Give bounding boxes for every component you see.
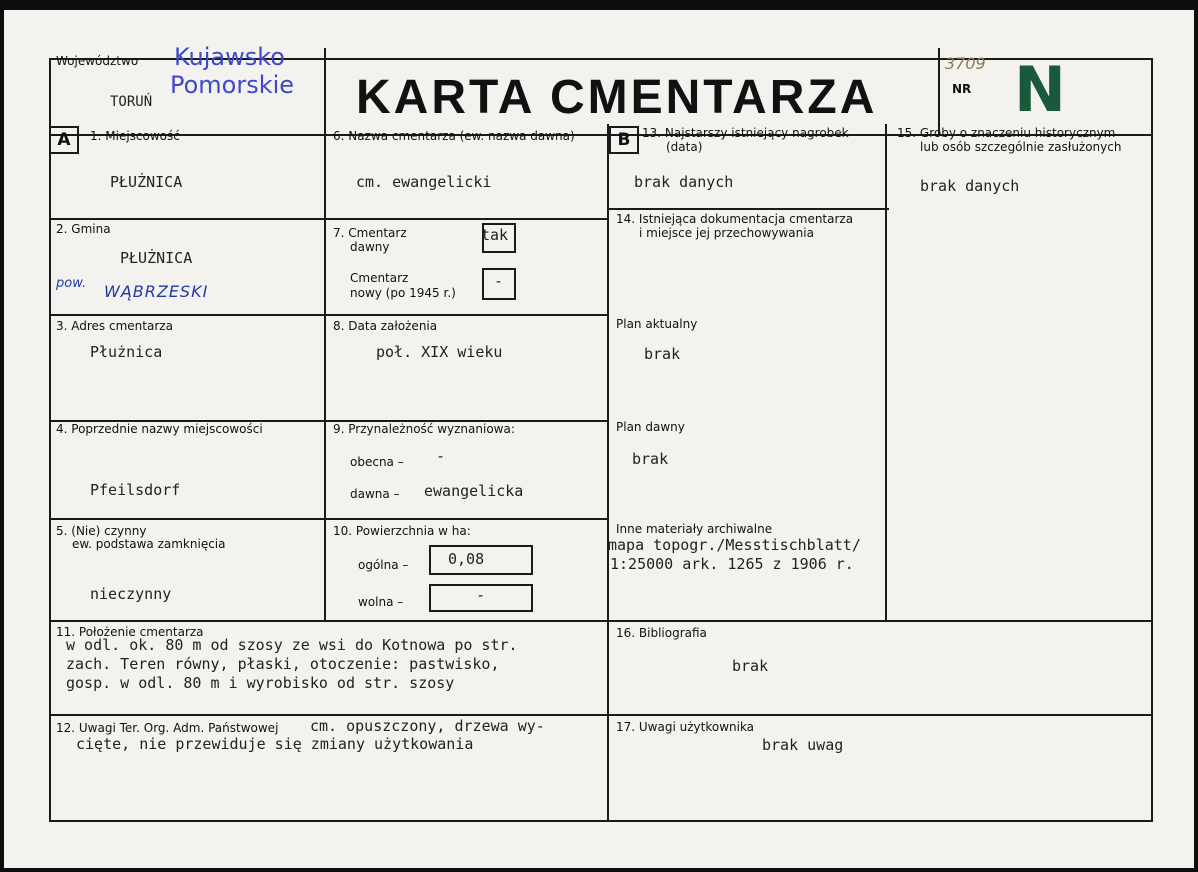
wojewodztwo-label: Województwo [56,54,139,68]
f6-label: 6. Nazwa cmentarza (ew. nazwa dawna) [333,129,575,143]
f2-value: PŁUŻNICA [120,249,193,267]
f9-dawna-label: dawna – [350,487,400,501]
f13-value: brak danych [634,173,734,191]
nr-handwritten: 3709 [945,54,986,73]
f11-label: 11. Położenie cmentarza [56,625,204,639]
f11-line1: w odl. ok. 80 m od szosy ze wsi do Kotnowa po str. [66,636,518,654]
f6-value: cm. ewangelicki [356,173,492,191]
plan-dawny-label: Plan dawny [616,420,685,434]
plan-dawny-value: brak [632,450,669,468]
col-divider [607,124,609,822]
nr-label: NR [952,82,972,96]
f11-line3: gosp. w odl. 80 m i wyrobisko od str. szosy [66,674,455,692]
f4-value: Pfeilsdorf [90,481,181,499]
f5-value: nieczynny [90,585,172,603]
f2-label: 2. Gmina [56,222,111,236]
f12-label: 12. Uwagi Ter. Org. Adm. Państwowej [56,721,279,735]
wojewodztwo-typed: TORUŃ [110,94,153,110]
page-title: KARTA CMENTARZA [356,71,878,124]
f7-label: 7. Cmentarz [333,226,407,240]
f8-label: 8. Data założenia [333,319,438,333]
f7-nowy-label-line2: nowy (po 1945 r.) [350,286,456,300]
row-divider [609,208,889,210]
f15-value: brak danych [920,177,1020,195]
f15-label-line2: lub osób szczególnie zasłużonych [920,140,1122,154]
f9-dawna-value: ewangelicka [424,482,524,500]
inne-materialy-label: Inne materiały archiwalne [616,522,773,536]
f7-dawny-value: tak [481,226,509,244]
row-divider [49,518,609,520]
f8-value: poł. XIX wieku [376,343,503,361]
f10-wolna-label: wolna – [358,595,404,609]
powiat-value: WĄBRZESKI [104,282,209,301]
section-b-marker: B [609,126,639,154]
powiat-label: pow. [56,276,87,291]
f17-label: 17. Uwagi użytkownika [616,720,755,734]
col-divider [324,48,326,620]
f1-label: 1. Miejscowość [90,129,180,143]
wojewodztwo-stamp-line2: Pomorskie [170,71,295,99]
f4-label: 4. Poprzednie nazwy miejscowości [56,422,263,436]
f7-nowy-label-line1: Cmentarz [350,271,409,285]
f9-obecna-value: - [436,447,446,465]
f5-label-line1: 5. (Nie) czynny [56,524,147,538]
row-divider [49,218,609,220]
f12-line1: cm. opuszczony, drzewa wy- [310,717,545,735]
row-divider [49,314,609,316]
card-sheet [4,10,1194,868]
f7-label-dawny: dawny [350,240,390,254]
plan-aktualny-label: Plan aktualny [616,317,698,331]
f15-label-line1: 15. Groby o znaczeniu historycznym [897,126,1116,140]
nr-letter: N [1014,53,1066,126]
inne-materialy-line1: mapa topogr./Messtischblatt/ [608,536,861,554]
f5-label-line2: ew. podstawa zamknięcia [72,537,226,551]
f14-label-line1: 14. Istniejąca dokumentacja cmentarza [616,212,854,226]
f14-label-line2: i miejsce jej przechowywania [639,226,814,240]
f16-value: brak [732,657,769,675]
col-divider [885,124,887,620]
row-divider [49,714,1153,716]
f10-ogolna-label: ogólna – [358,558,409,572]
f11-line2: zach. Teren równy, płaski, otoczenie: pastwisko, [66,655,500,673]
f7-nowy-value: - [494,272,504,290]
inne-materialy-line2: 1:25000 ark. 1265 z 1906 r. [610,555,854,573]
f9-obecna-label: obecna – [350,455,404,469]
section-a-marker: A [49,126,79,154]
f13-label-line1: 13. Najstarszy istniejący nagrobek [642,126,849,140]
f13-label-line2: (data) [666,140,703,154]
f16-label: 16. Bibliografia [616,626,707,640]
f10-ogolna-value: 0,08 [448,550,485,568]
col-divider [938,48,940,134]
f3-label: 3. Adres cmentarza [56,319,173,333]
f12-line2: cięte, nie przewiduje się zmiany użytkowania [76,735,474,753]
row-divider [49,620,1153,622]
f3-value: Płużnica [90,343,163,361]
f10-label: 10. Powierzchnia w ha: [333,524,471,538]
f1-value: PŁUŻNICA [110,173,183,191]
plan-aktualny-value: brak [644,345,681,363]
wojewodztwo-stamp-line1: Kujawsko [174,43,285,71]
f9-label: 9. Przynależność wyznaniowa: [333,422,515,436]
f10-wolna-value: - [476,586,486,604]
f17-value: brak uwag [762,736,844,754]
